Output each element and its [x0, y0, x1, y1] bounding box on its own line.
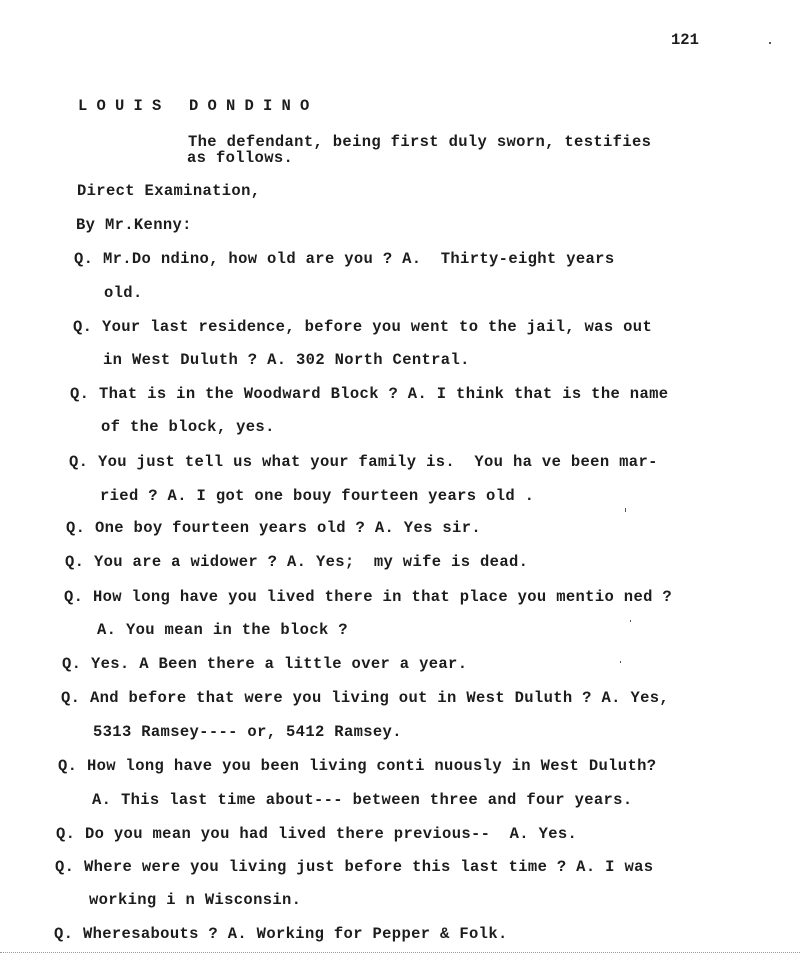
witness-heading: LOUIS DONDINO — [78, 97, 319, 115]
testimony-line: Q. Your last residence, before you went to the jail, was out — [73, 318, 653, 336]
testimony-line: Q. You just tell us what your family is. You ha ve been mar- — [69, 453, 658, 471]
testimony-line: Q. You are a widower ? A. Yes; my wife is dead. — [65, 553, 529, 571]
testimony-line: ried ? A. I got one bouy fourteen years old . — [100, 487, 535, 505]
testimony-line: of the block, yes. — [101, 418, 275, 436]
testimony-line: working i n Wisconsin. — [89, 891, 302, 909]
testimony-line: Q. How long have you lived there in that place you mentio ned ? — [64, 588, 673, 606]
testimony-line: Q. And before that were you living out in West Duluth ? A. Yes, — [61, 689, 670, 707]
page-number: 121 — [671, 31, 699, 49]
intro-line-1: The defendant, being first duly sworn, testifies — [188, 133, 652, 151]
section-label: Direct Examination, — [77, 182, 261, 200]
scan-edge-rule — [0, 952, 800, 953]
scan-speck — [625, 508, 626, 512]
testimony-line: in West Duluth ? A. 302 North Central. — [103, 351, 470, 369]
scan-speck — [630, 620, 631, 622]
testimony-line: Q. Do you mean you had lived there previous-- A. Yes. — [56, 825, 578, 843]
testimony-line: Q. Wheresabouts ? A. Working for Pepper & Folk. — [54, 925, 508, 943]
intro-line-2: as follows. — [187, 149, 294, 167]
examiner-label: By Mr.Kenny: — [76, 216, 192, 234]
testimony-line: A. You mean in the block ? — [97, 621, 348, 639]
scan-speck — [620, 661, 621, 663]
testimony-line: Q. That is in the Woodward Block ? A. I think that is the name — [70, 385, 669, 403]
testimony-line: Q. Where were you living just before this last time ? A. I was — [55, 858, 654, 876]
testimony-line: A. This last time about--- between three and four years. — [92, 791, 633, 809]
testimony-line: 5313 Ramsey---- or, 5412 Ramsey. — [93, 723, 402, 741]
scan-speck — [769, 42, 771, 44]
testimony-line: Q. Yes. A Been there a little over a year. — [62, 655, 468, 673]
testimony-line: Q. Mr.Do ndino, how old are you ? A. Thirty-eight years — [74, 250, 615, 268]
testimony-line: Q. How long have you been living conti nuously in West Duluth? — [58, 757, 657, 775]
testimony-line: old. — [104, 284, 143, 302]
testimony-line: Q. One boy fourteen years old ? A. Yes sir. — [66, 519, 482, 537]
